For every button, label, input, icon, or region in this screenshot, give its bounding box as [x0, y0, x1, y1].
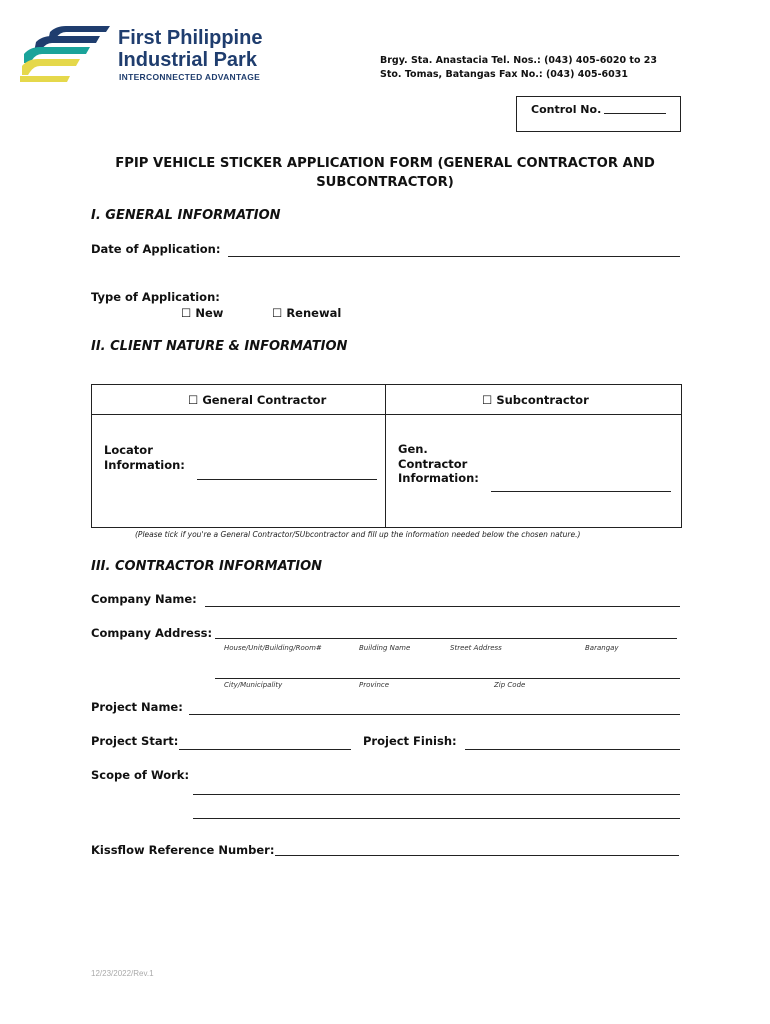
addr-sub-city: City/Municipality — [224, 681, 283, 689]
renewal-checkbox[interactable]: ☐ Renewal — [272, 306, 342, 320]
form-title-line1: FPIP VEHICLE STICKER APPLICATION FORM (GENERAL CONTRACTOR AND — [115, 156, 655, 171]
company-address-field-1[interactable] — [215, 638, 677, 639]
logo-tagline: INTERCONNECTED ADVANTAGE — [119, 72, 261, 82]
kissflow-reference-label: Kissflow Reference Number: — [91, 843, 275, 857]
project-start-field[interactable] — [179, 749, 351, 750]
company-name-label: Company Name: — [91, 592, 197, 606]
gen-label-line1: Gen. — [398, 442, 428, 456]
project-name-label: Project Name: — [91, 700, 183, 714]
table-column-divider — [385, 384, 386, 528]
control-number-label: Control No. — [531, 103, 602, 116]
gen-contractor-information-label — [398, 442, 479, 486]
section-contractor-information-heading: III. CONTRACTOR INFORMATION — [91, 559, 323, 574]
date-of-application-label: Date of Application: — [91, 242, 221, 256]
project-finish-field[interactable] — [465, 749, 680, 750]
project-start-label: Project Start: — [91, 734, 179, 748]
gen-label-line3: Information: — [398, 471, 479, 485]
addr-sub-barangay: Barangay — [585, 644, 619, 652]
subcontractor-checkbox[interactable]: ☐ Subcontractor — [482, 393, 589, 407]
control-number-field[interactable] — [604, 113, 666, 114]
form-title-line2: SUBCONTRACTOR) — [316, 175, 454, 190]
addr-sub-province: Province — [359, 681, 390, 689]
addr-sub-building: Building Name — [359, 644, 411, 652]
gen-label-line2: Contractor — [398, 456, 468, 471]
addr-sub-house: House/Unit/Building/Room# — [224, 644, 322, 652]
locator-information-field[interactable] — [197, 479, 377, 480]
new-checkbox[interactable]: ☐ New — [181, 306, 224, 320]
company-address-label: Company Address: — [91, 626, 213, 640]
addr-sub-zip: Zip Code — [494, 681, 526, 689]
logo-name-line1: First Philippine — [118, 27, 263, 49]
date-of-application-field[interactable] — [228, 256, 680, 257]
locator-label-line1: Locator — [104, 443, 153, 457]
locator-label-line2: Information: — [104, 458, 185, 472]
project-name-field[interactable] — [189, 714, 680, 715]
scope-of-work-field-1[interactable] — [193, 794, 680, 795]
addr-sub-street: Street Address — [450, 644, 502, 652]
table-row-divider — [91, 414, 682, 415]
address-line-1: Brgy. Sta. Anastacia Tel. Nos.: (043) 405-6020 to 23 — [380, 55, 658, 66]
scope-of-work-field-2[interactable] — [193, 818, 680, 819]
type-of-application-label: Type of Application: — [91, 290, 220, 304]
section-client-nature-heading: II. CLIENT NATURE & INFORMATION — [91, 339, 348, 354]
revision-footer: 12/23/2022/Rev.1 — [91, 969, 154, 978]
scope-of-work-label: Scope of Work: — [91, 768, 190, 782]
company-address-field-2[interactable] — [215, 678, 680, 679]
control-number-box — [516, 96, 681, 132]
locator-information-label — [104, 443, 185, 473]
form-title — [60, 154, 710, 192]
general-contractor-checkbox[interactable]: ☐ General Contractor — [188, 393, 327, 407]
logo-name-line2: Industrial Park — [118, 49, 257, 71]
address-line-2: Sto. Tomas, Batangas Fax No.: (043) 405-6031 — [380, 69, 628, 80]
client-nature-note: (Please tick if you're a General Contractor/SUbcontractor and fill up the information needed below the chosen nature.) — [135, 530, 581, 539]
project-finish-label: Project Finish: — [363, 734, 457, 748]
company-name-field[interactable] — [205, 606, 680, 607]
section-general-information-heading: I. GENERAL INFORMATION — [91, 208, 281, 223]
kissflow-reference-field[interactable] — [275, 855, 679, 856]
gen-contractor-information-field[interactable] — [491, 491, 671, 492]
fpip-logo-mark — [20, 26, 112, 82]
